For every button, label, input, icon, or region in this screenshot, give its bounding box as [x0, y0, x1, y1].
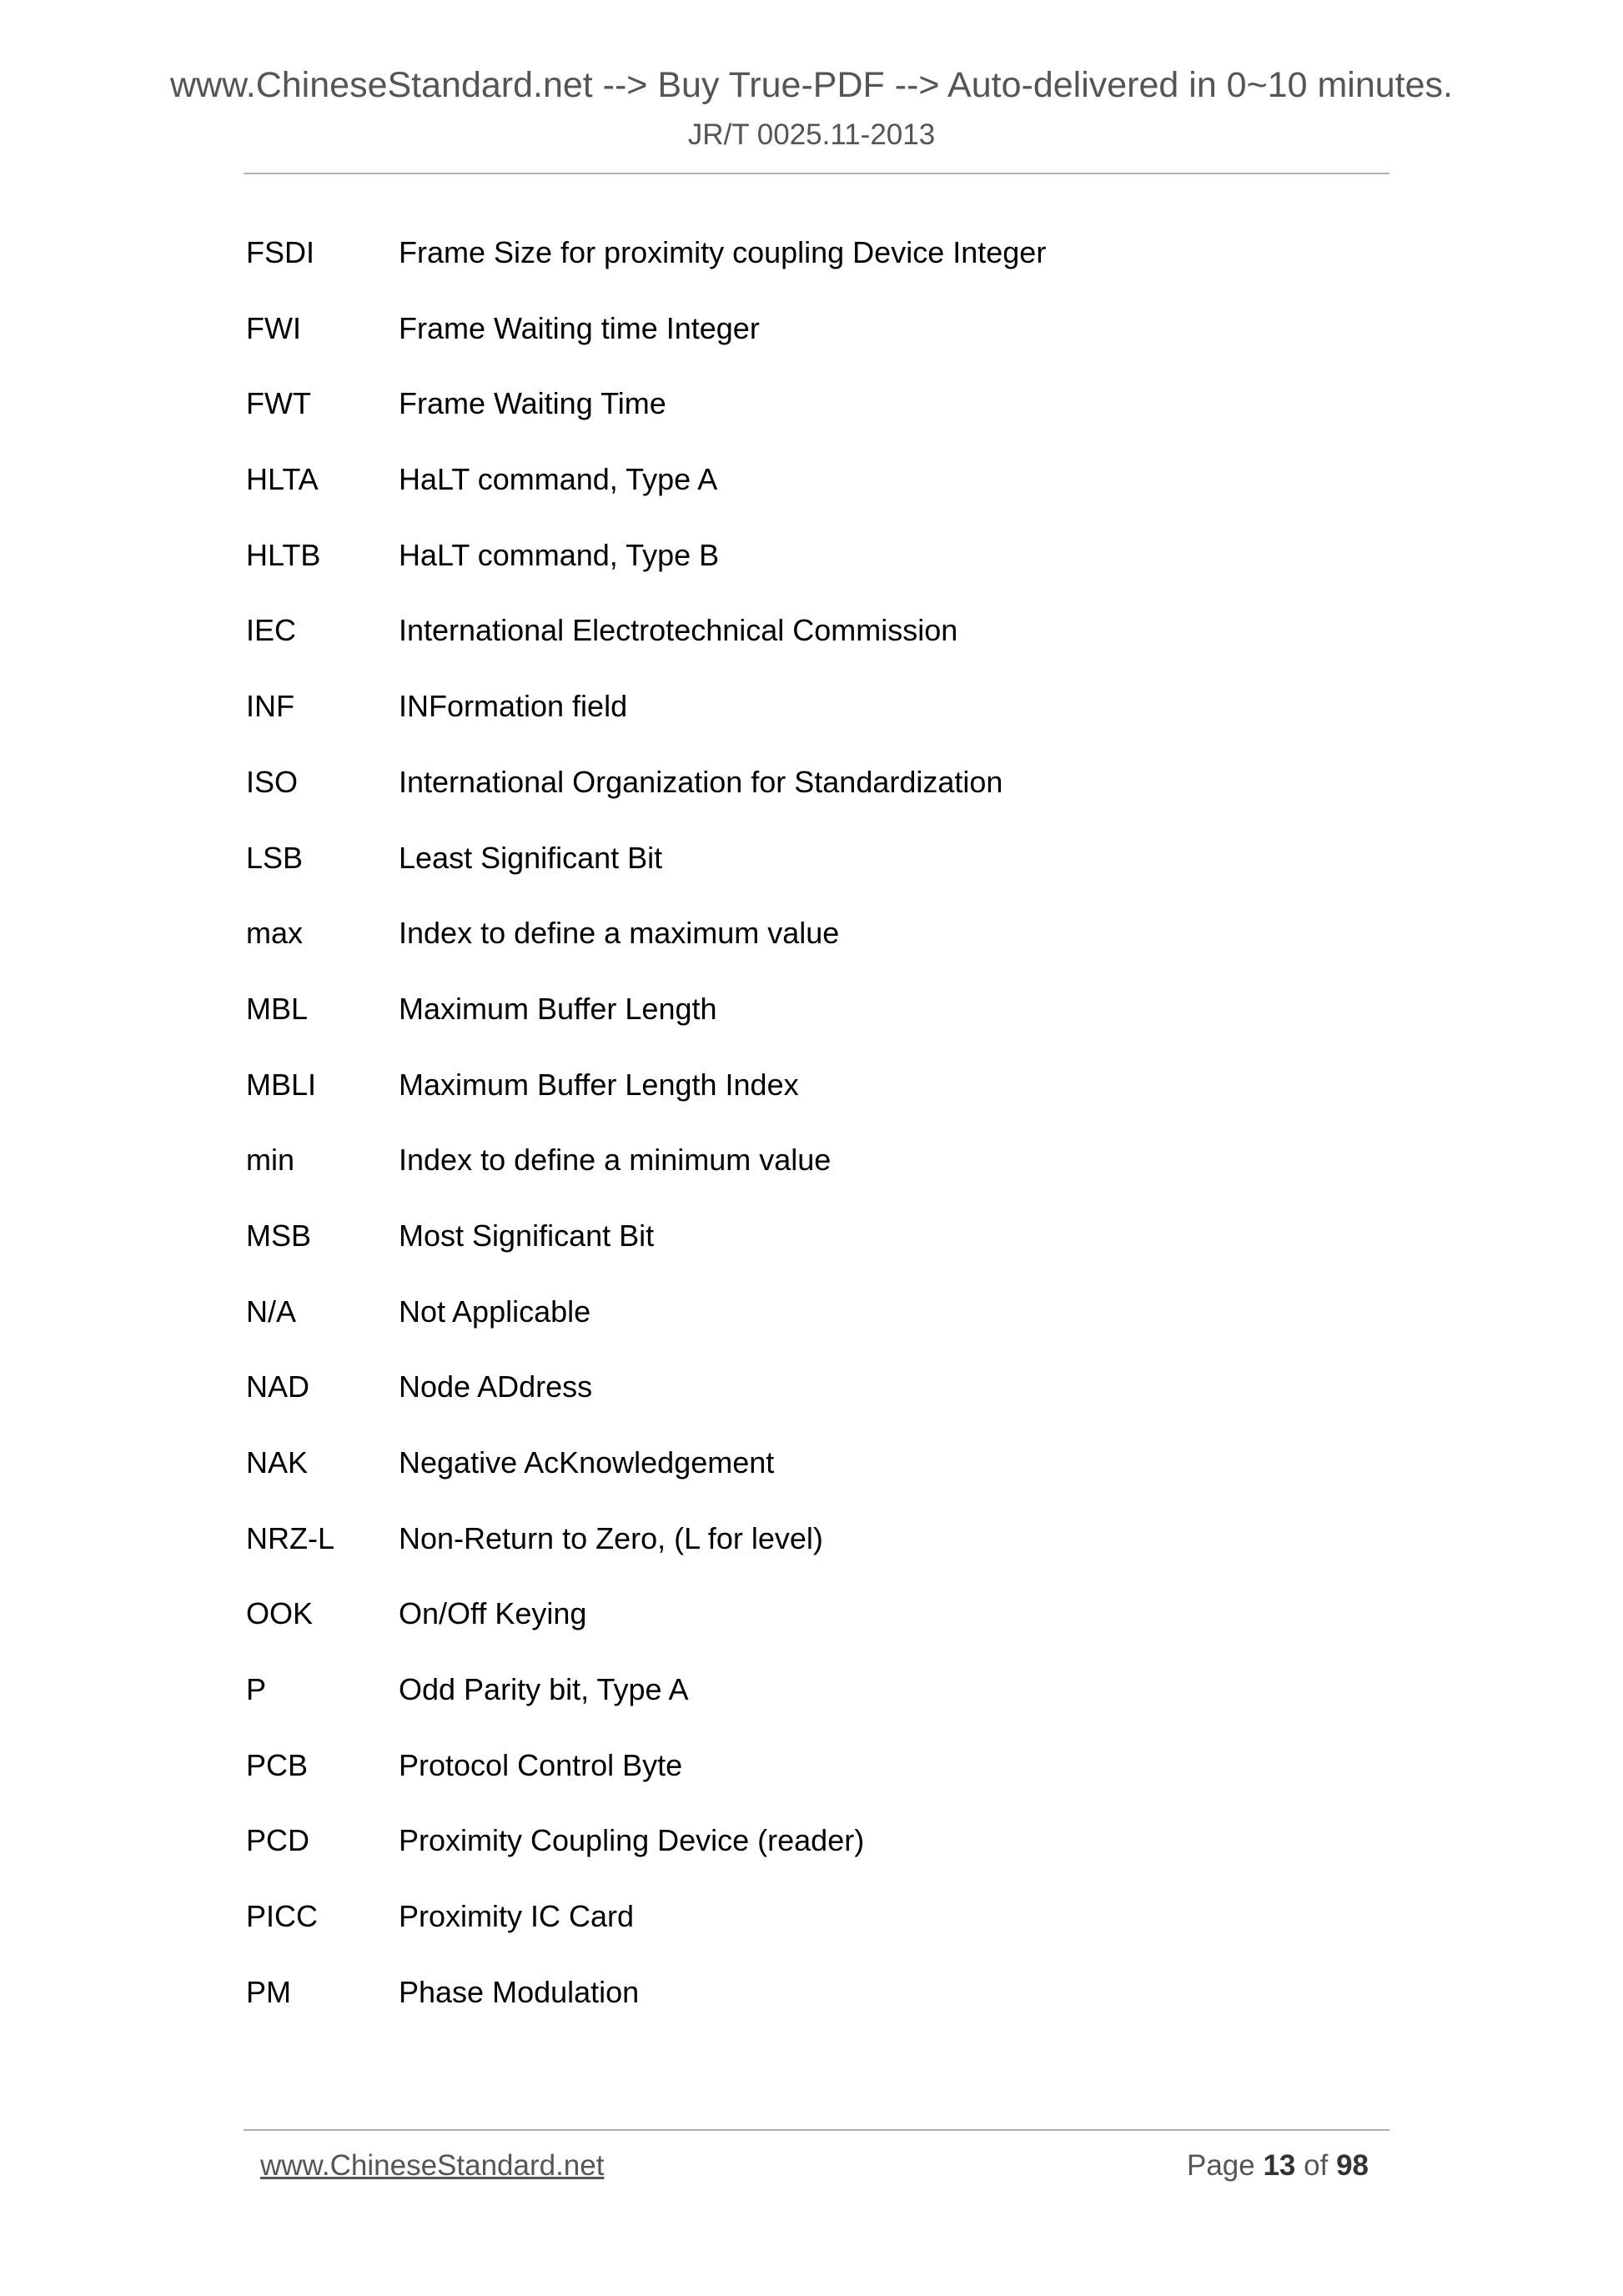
- abbreviation-term: MBL: [246, 991, 309, 1026]
- abbreviation-term: NAD: [246, 1369, 310, 1404]
- abbreviation-row: [246, 834, 1380, 910]
- abbreviation-term: OOK: [246, 1596, 314, 1631]
- abbreviation-definition: Most Significant Bit: [399, 1218, 655, 1253]
- abbreviation-definition: Odd Parity bit, Type A: [399, 1672, 689, 1707]
- abbreviation-definition: Proximity Coupling Device (reader): [399, 1823, 865, 1858]
- abbreviation-definition: Frame Waiting time Integer: [399, 310, 760, 345]
- abbreviation-term: LSB: [246, 840, 304, 875]
- page-number: 13: [1263, 2149, 1296, 2182]
- abbreviation-row: [246, 1665, 1380, 1741]
- abbreviation-row: [246, 606, 1380, 682]
- page-total: 98: [1336, 2149, 1369, 2182]
- abbreviation-definition: Negative AcKnowledgement: [399, 1445, 775, 1480]
- abbreviation-definition: Proximity IC Card: [399, 1899, 635, 1934]
- abbreviation-term: PCD: [246, 1823, 310, 1858]
- abbreviation-term: N/A: [246, 1294, 297, 1329]
- footer-website-link[interactable]: www.ChineseStandard.net: [260, 2149, 605, 2182]
- abbreviation-definition: Phase Modulation: [399, 1974, 640, 2009]
- page-word: Page: [1186, 2149, 1255, 2182]
- abbreviation-term: PICC: [246, 1899, 319, 1934]
- abbreviation-row: [246, 455, 1380, 531]
- abbreviation-term: PM: [246, 1974, 291, 2009]
- abbreviation-term: NAK: [246, 1445, 309, 1480]
- abbreviation-row: [246, 1590, 1380, 1665]
- abbreviation-term: min: [246, 1143, 295, 1178]
- abbreviation-term: FWT: [246, 386, 311, 421]
- abbreviation-row: [246, 909, 1380, 985]
- abbreviation-term: max: [246, 916, 304, 951]
- abbreviation-definition: Least Significant Bit: [399, 840, 663, 875]
- abbreviation-term: MSB: [246, 1218, 312, 1253]
- abbreviation-term: NRZ-L: [246, 1520, 334, 1555]
- abbreviation-row: [246, 985, 1380, 1061]
- page-indicator: [1187, 2149, 1369, 2183]
- abbreviation-row: [246, 531, 1380, 607]
- abbreviation-row: [246, 379, 1380, 455]
- abbreviation-row: [246, 1061, 1380, 1137]
- header-banner: www.ChineseStandard.net --> Buy True-PDF --> Auto-delivered in 0~10 minutes.: [169, 65, 1453, 105]
- abbreviation-row: [246, 1741, 1380, 1817]
- abbreviation-row: [246, 304, 1380, 380]
- abbreviation-definition: Frame Size for proximity coupling Device Integer: [399, 235, 1047, 269]
- abbreviation-definition: Maximum Buffer Length Index: [399, 1067, 799, 1102]
- abbreviation-definition: Node ADdress: [399, 1369, 593, 1404]
- abbreviation-definition: Not Applicable: [399, 1294, 591, 1329]
- abbreviation-term: MBLI: [246, 1067, 317, 1102]
- abbreviation-row: [246, 758, 1380, 834]
- abbreviation-term: P: [246, 1672, 267, 1707]
- abbreviation-row: [246, 229, 1380, 304]
- header-divider: [244, 173, 1389, 174]
- abbreviation-row: [246, 1363, 1380, 1439]
- of-word: of: [1304, 2149, 1329, 2182]
- abbreviation-term: IEC: [246, 613, 297, 648]
- abbreviation-definition: Maximum Buffer Length: [399, 991, 717, 1026]
- abbreviation-term: PCB: [246, 1747, 309, 1782]
- abbreviation-term: ISO: [246, 764, 299, 799]
- abbreviation-definition: International Organization for Standardization: [399, 764, 1003, 799]
- abbreviation-term: FWI: [246, 310, 301, 345]
- abbreviation-row: [246, 1968, 1380, 2044]
- abbreviation-term: HLTB: [246, 537, 321, 572]
- abbreviation-definition: HaLT command, Type A: [399, 462, 718, 497]
- abbreviation-row: [246, 1515, 1380, 1590]
- abbreviation-definition: Index to define a maximum value: [399, 916, 840, 951]
- abbreviation-term: FSDI: [246, 235, 315, 269]
- abbreviation-definition: Index to define a minimum value: [399, 1143, 832, 1178]
- abbreviation-row: [246, 1892, 1380, 1968]
- abbreviation-row: [246, 682, 1380, 758]
- abbreviation-list: [246, 229, 1380, 2044]
- abbreviation-definition: International Electrotechnical Commission: [399, 613, 958, 648]
- abbreviation-definition: Non-Return to Zero, (L for level): [399, 1520, 823, 1555]
- abbreviation-row: [246, 1439, 1380, 1515]
- abbreviation-term: INF: [246, 689, 294, 724]
- abbreviation-row: [246, 1816, 1380, 1892]
- abbreviation-definition: Protocol Control Byte: [399, 1747, 683, 1782]
- abbreviation-row: [246, 1136, 1380, 1212]
- abbreviation-definition: INFormation field: [399, 689, 628, 724]
- abbreviation-term: HLTA: [246, 462, 319, 497]
- document-id: JR/T 0025.11-2013: [687, 118, 936, 151]
- abbreviation-row: [246, 1288, 1380, 1364]
- abbreviation-definition: Frame Waiting Time: [399, 386, 666, 421]
- footer-divider: [244, 2129, 1389, 2131]
- abbreviation-definition: HaLT command, Type B: [399, 537, 720, 572]
- abbreviation-row: [246, 1212, 1380, 1288]
- abbreviation-definition: On/Off Keying: [399, 1596, 587, 1631]
